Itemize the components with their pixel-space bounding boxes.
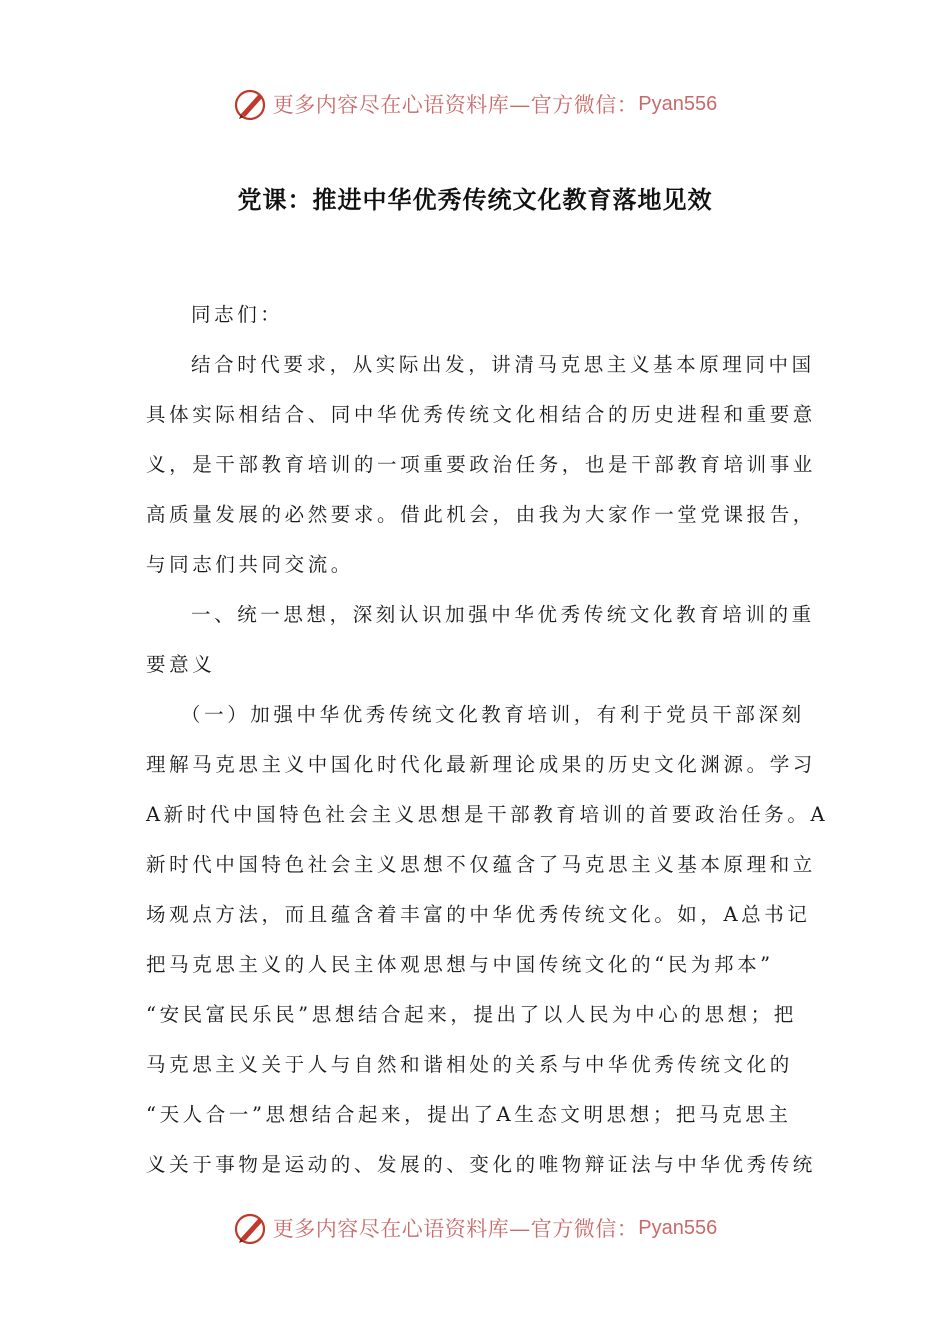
wechat-id: Pyan556 [638,1216,718,1239]
paragraph-line: “天人合一”思想结合起来，提出了A生态文明思想；把马克思主 [146,1103,792,1126]
paragraph-line: 把马克思主义的人民主体观思想与中国传统文化的“民为邦本” [146,953,774,976]
paragraph-line: 具体实际相结合、同中华优秀传统文化相结合的历史进程和重要意 [146,403,816,426]
paragraph-line: 结合时代要求，从实际出发，讲清马克思主义基本原理同中国 [191,353,815,376]
banner-text: 更多内容尽在心语资料库—官方微信： [272,93,639,117]
pen-logo-icon [233,1210,269,1246]
document-body [146,290,829,1190]
paragraph-line: 场观点方法，而且蕴含着丰富的中华优秀传统文化。如，A总书记 [146,903,811,926]
banner-text: 更多内容尽在心语资料库—官方微信： [272,1217,639,1241]
paragraph-line: 与同志们共同交流。 [146,553,354,576]
footer-banner [0,1208,950,1248]
salutation: 同志们： [191,303,284,326]
header-banner [0,84,950,124]
paragraph-line: 理解马克思主义中国化时代化最新理论成果的历史文化渊源。学习 [146,753,816,776]
paragraph-line: 义关于事物是运动的、发展的、变化的唯物辩证法与中华优秀传统 [146,1153,816,1176]
paragraph-line: 高质量发展的必然要求。借此机会，由我为大家作一堂党课报告， [146,503,816,526]
document-title: 党课：推进中华优秀传统文化教育落地见效 [237,186,713,214]
paragraph-line: A新时代中国特色社会主义思想是干部教育培训的首要政治任务。A [146,803,829,826]
paragraph-line: （一）加强中华优秀传统文化教育培训，有利于党员干部深刻 [181,703,805,726]
paragraph-line: 马克思主义关于人与自然和谐相处的关系与中华优秀传统文化的 [146,1053,793,1076]
pen-logo-icon [233,86,269,122]
paragraph-line: “安民富民乐民”思想结合起来，提出了以人民为中心的思想；把 [146,1003,797,1026]
section-heading-line: 要意义 [146,653,216,676]
paragraph-line: 新时代中国特色社会主义思想不仅蕴含了马克思主义基本原理和立 [146,853,816,876]
paragraph-line: 义，是干部教育培训的一项重要政治任务，也是干部教育培训事业 [146,453,816,476]
wechat-id: Pyan556 [638,92,718,115]
section-heading-line: 一、统一思想，深刻认识加强中华优秀传统文化教育培训的重 [191,603,815,626]
